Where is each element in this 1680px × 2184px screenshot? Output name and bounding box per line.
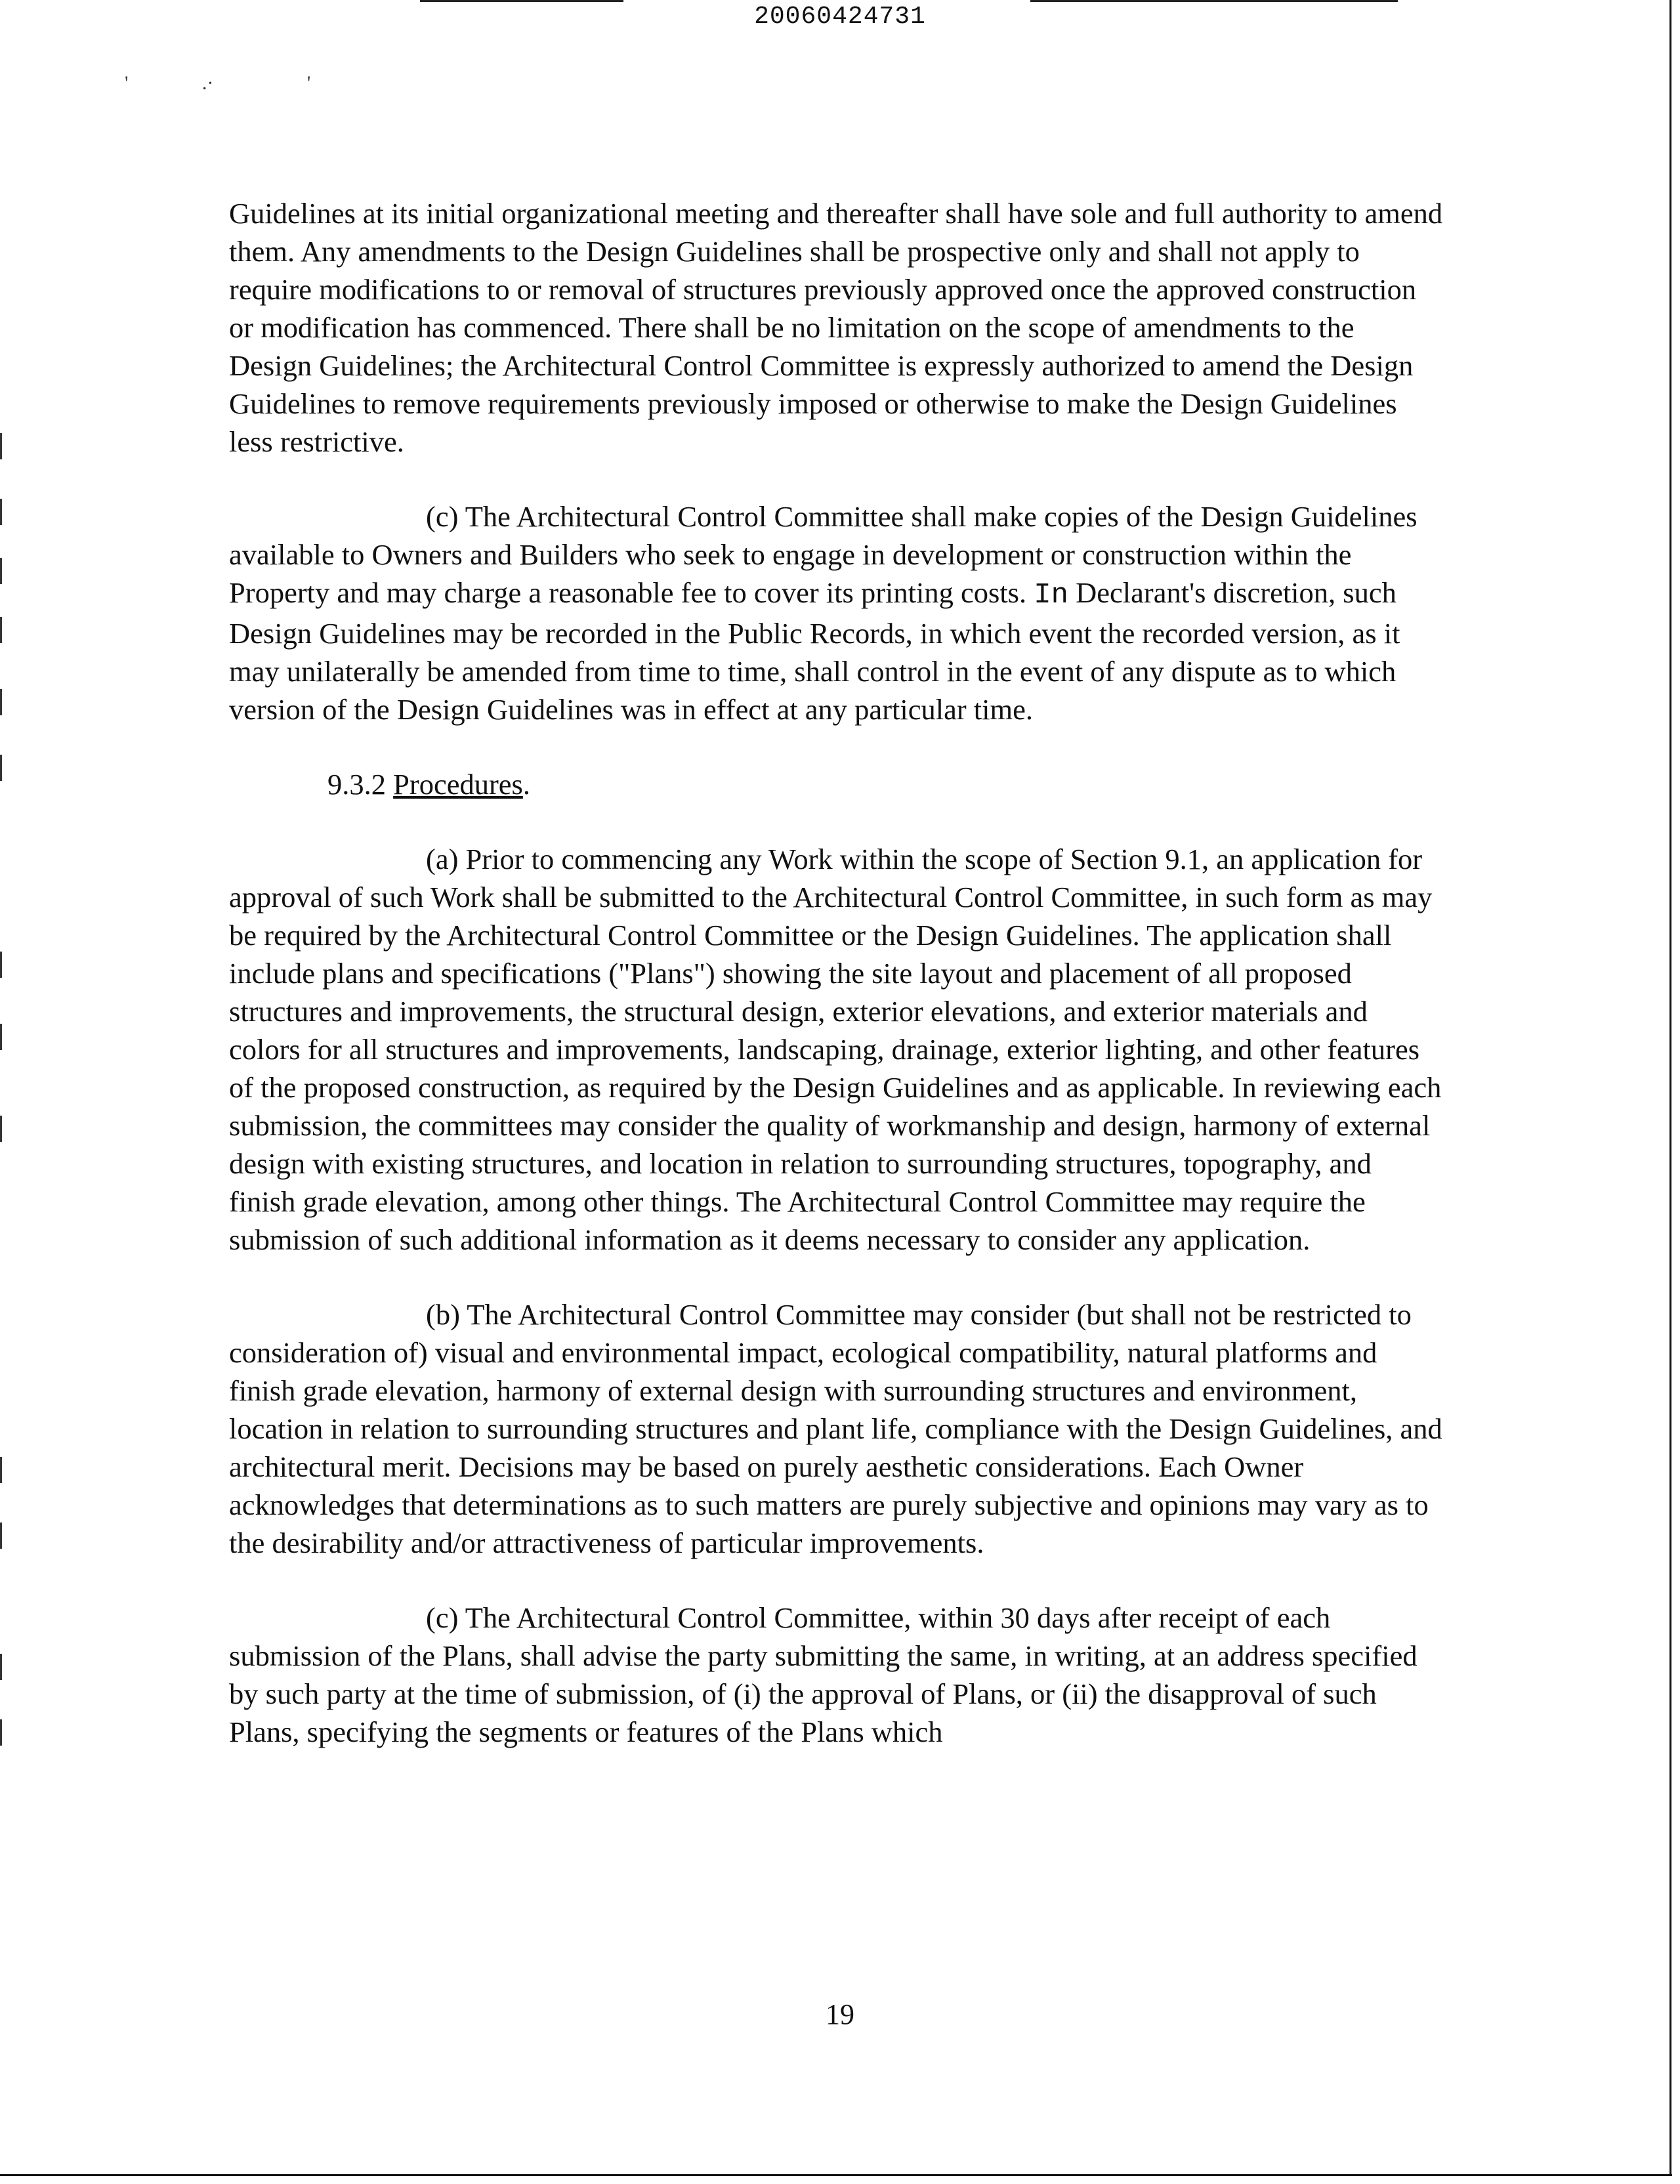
left-margin-mark [0, 952, 2, 978]
left-margin-mark [0, 1719, 2, 1746]
page-right-border [1670, 0, 1671, 2176]
paragraph-b-considerations: (b) The Architectural Control Committee may consider (but shall not be restricted to consideration of) visual and environmental impact, ecological compatibility, natural platforms and finish grade elevation, harmony of external design with surrounding structures and environment, location in relation to surrounding structures and plant life, compliance with the Design Guidelines, and architectural merit. Decisions may be based on purely aesthetic considerations. Each Owner acknowledges that determinations as to such matters are purely subjective and opinions may vary as to the desirability and/or attractiveness of particular improvements. [229, 1298, 1442, 1559]
left-margin-mark [0, 1457, 2, 1483]
left-margin-mark [0, 617, 2, 643]
section-title-period: . [522, 768, 530, 801]
paragraph-a-application: (a) Prior to commencing any Work within the scope of Section 9.1, an application for approval of such Work shall be submitted to the Architectural Control Committee, in such form as may be required by the Architectural Control Committee or the Design Guidelines. The application shall include plans and specifications ("Plans") showing the site layout and placement of all proposed structures and improvements, the structural design, exterior elevations, and exterior materials and colors for all structures and improvements, landscaping, drainage, exterior lighting, and other features of the proposed construction, as required by the Design Guidelines and as applicable. In reviewing each submission, the committees may consider the quality of workmanship and design, harmony of external design with existing structures, and location in relation to surrounding structures, topography, and finish grade elevation, among other things. The Architectural Control Committee may require the submission of such additional information as it deems necessary to consider any application. [229, 843, 1442, 1256]
section-heading-procedures [229, 765, 1443, 803]
section-title: Procedures [393, 768, 523, 801]
left-margin-mark [0, 755, 2, 781]
paragraph-mono-word: In [1034, 579, 1069, 612]
scan-specks: ' .· ' [125, 72, 311, 94]
left-margin-mark [0, 433, 2, 459]
left-margin-mark [0, 1024, 2, 1050]
left-margin-mark [0, 1116, 2, 1142]
left-margin-mark [0, 689, 2, 715]
left-margin-mark [0, 1654, 2, 1680]
left-margin-mark [0, 558, 2, 584]
paragraph-text: (c) The Architectural Control Committee shall make copies of the Design Guidelines available to Owners and Builders who seek to engage in development or construction within the Property and may charge a reasonable fee to cover its printing costs. [229, 500, 1418, 609]
page-number: 19 [826, 1998, 854, 2030]
left-margin-mark [0, 499, 2, 525]
document-number: 20060424731 [754, 3, 926, 31]
paragraph-c-response: (c) The Architectural Control Committee, within 30 days after receipt of each submission of the Plans, shall advise the party submitting the same, in writing, at an address specified by such party at the time of submission, of (i) the approval of Plans, or (ii) the disapproval of such Plans, specifying the segments or features of the Plans which [229, 1601, 1418, 1748]
section-number: 9.3.2 [327, 768, 394, 801]
page-body [229, 194, 1443, 1788]
header-rule-left [420, 0, 623, 2]
header-rule-right [1030, 0, 1398, 2]
paragraph-c-design-guidelines [229, 497, 1443, 728]
paragraph-guidelines-continued: Guidelines at its initial organizational meeting and thereafter shall have sole and full authority to amend them. Any amendments to the Design Guidelines shall be prospective only and shall not apply to require modifications to or removal of structures previously approved once the approved construction or modification has commenced. There shall be no limitation on the scope of amendments to the Design Guidelines; the Architectural Control Committee is expressly authorized to amend the Design Guidelines to remove requirements previously imposed or otherwise to make the Design Guidelines less restrictive. [229, 197, 1443, 458]
left-margin-mark [0, 1522, 2, 1549]
paragraph-text: Declarant's discretion, such Design Guidelines may be recorded in the Public Records, in which event the recorded version, as it may unilaterally be amended from time to time, shall control in the event of any dispute as to which version of the Design Guidelines was in effect at any particular time. [229, 576, 1400, 726]
page-bottom-border [0, 2174, 1672, 2176]
